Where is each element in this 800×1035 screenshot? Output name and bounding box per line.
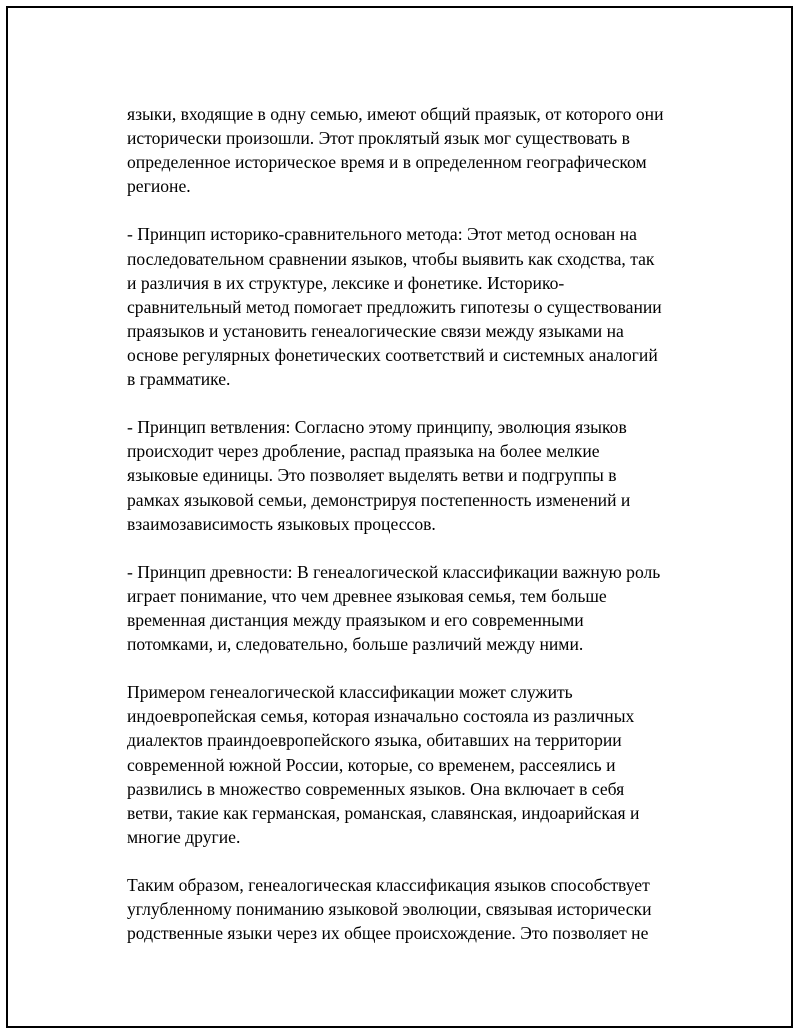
page-frame: [6, 6, 793, 1028]
document-body: [127, 102, 717, 969]
paragraph-indo-european-example: Примером генеалогической классификации может служить индоевропейская семья, которая изначально состояла из различных диалектов праиндоевропейского языка, обитавших на территории современной южной России, которые, со временем, рассеялись и развились в множество современных языков. Она включает в себя ветви, такие как германская, романская, славянская, индоарийская и многие другие.: [127, 682, 640, 847]
paragraph-antiquity-principle: - Принцип древности: В генеалогической классификации важную роль играет понимание, что чем древнее языковая семья, тем больше временная дистанция между праязыком и его современными потомками, и, следовательно, больше различий между ними.: [127, 561, 661, 655]
paragraph-branching-principle: - Принцип ветвления: Согласно этому принципу, эволюция языков происходит через дробление, распад праязыка на более мелкие языковые единицы. Это позволяет выделять ветви и подгруппы в рамках языковой семьи, демонстрируя постепенность изменений и взаимозависимость языковых процессов.: [127, 417, 631, 534]
paragraph-conclusion: Таким образом, генеалогическая классификация языков способствует углубленному пониманию языковой эволюции, связывая исторически родственные языки через их общее происхождение. Это позволяет не: [127, 875, 652, 944]
paragraph-common-protolanguage: языки, входящие в одну семью, имеют общий праязык, от которого они исторически произошли. Этот проклятый язык мог существовать в определенное историческое время и в определенном географическом регионе.: [127, 104, 664, 197]
paragraph-comparative-method: - Принцип историко-сравнительного метода: Этот метод основан на последовательном сравнении языков, чтобы выявить как сходства, так и различия в их структуре, лексике и фонетике. Историко- сравнительный метод помогает предложить гипотезы о существовании праязыков и установить генеалогические связи между языками на основе регулярных фонетических соответствий и системных аналогий в грамматике.: [127, 224, 662, 390]
